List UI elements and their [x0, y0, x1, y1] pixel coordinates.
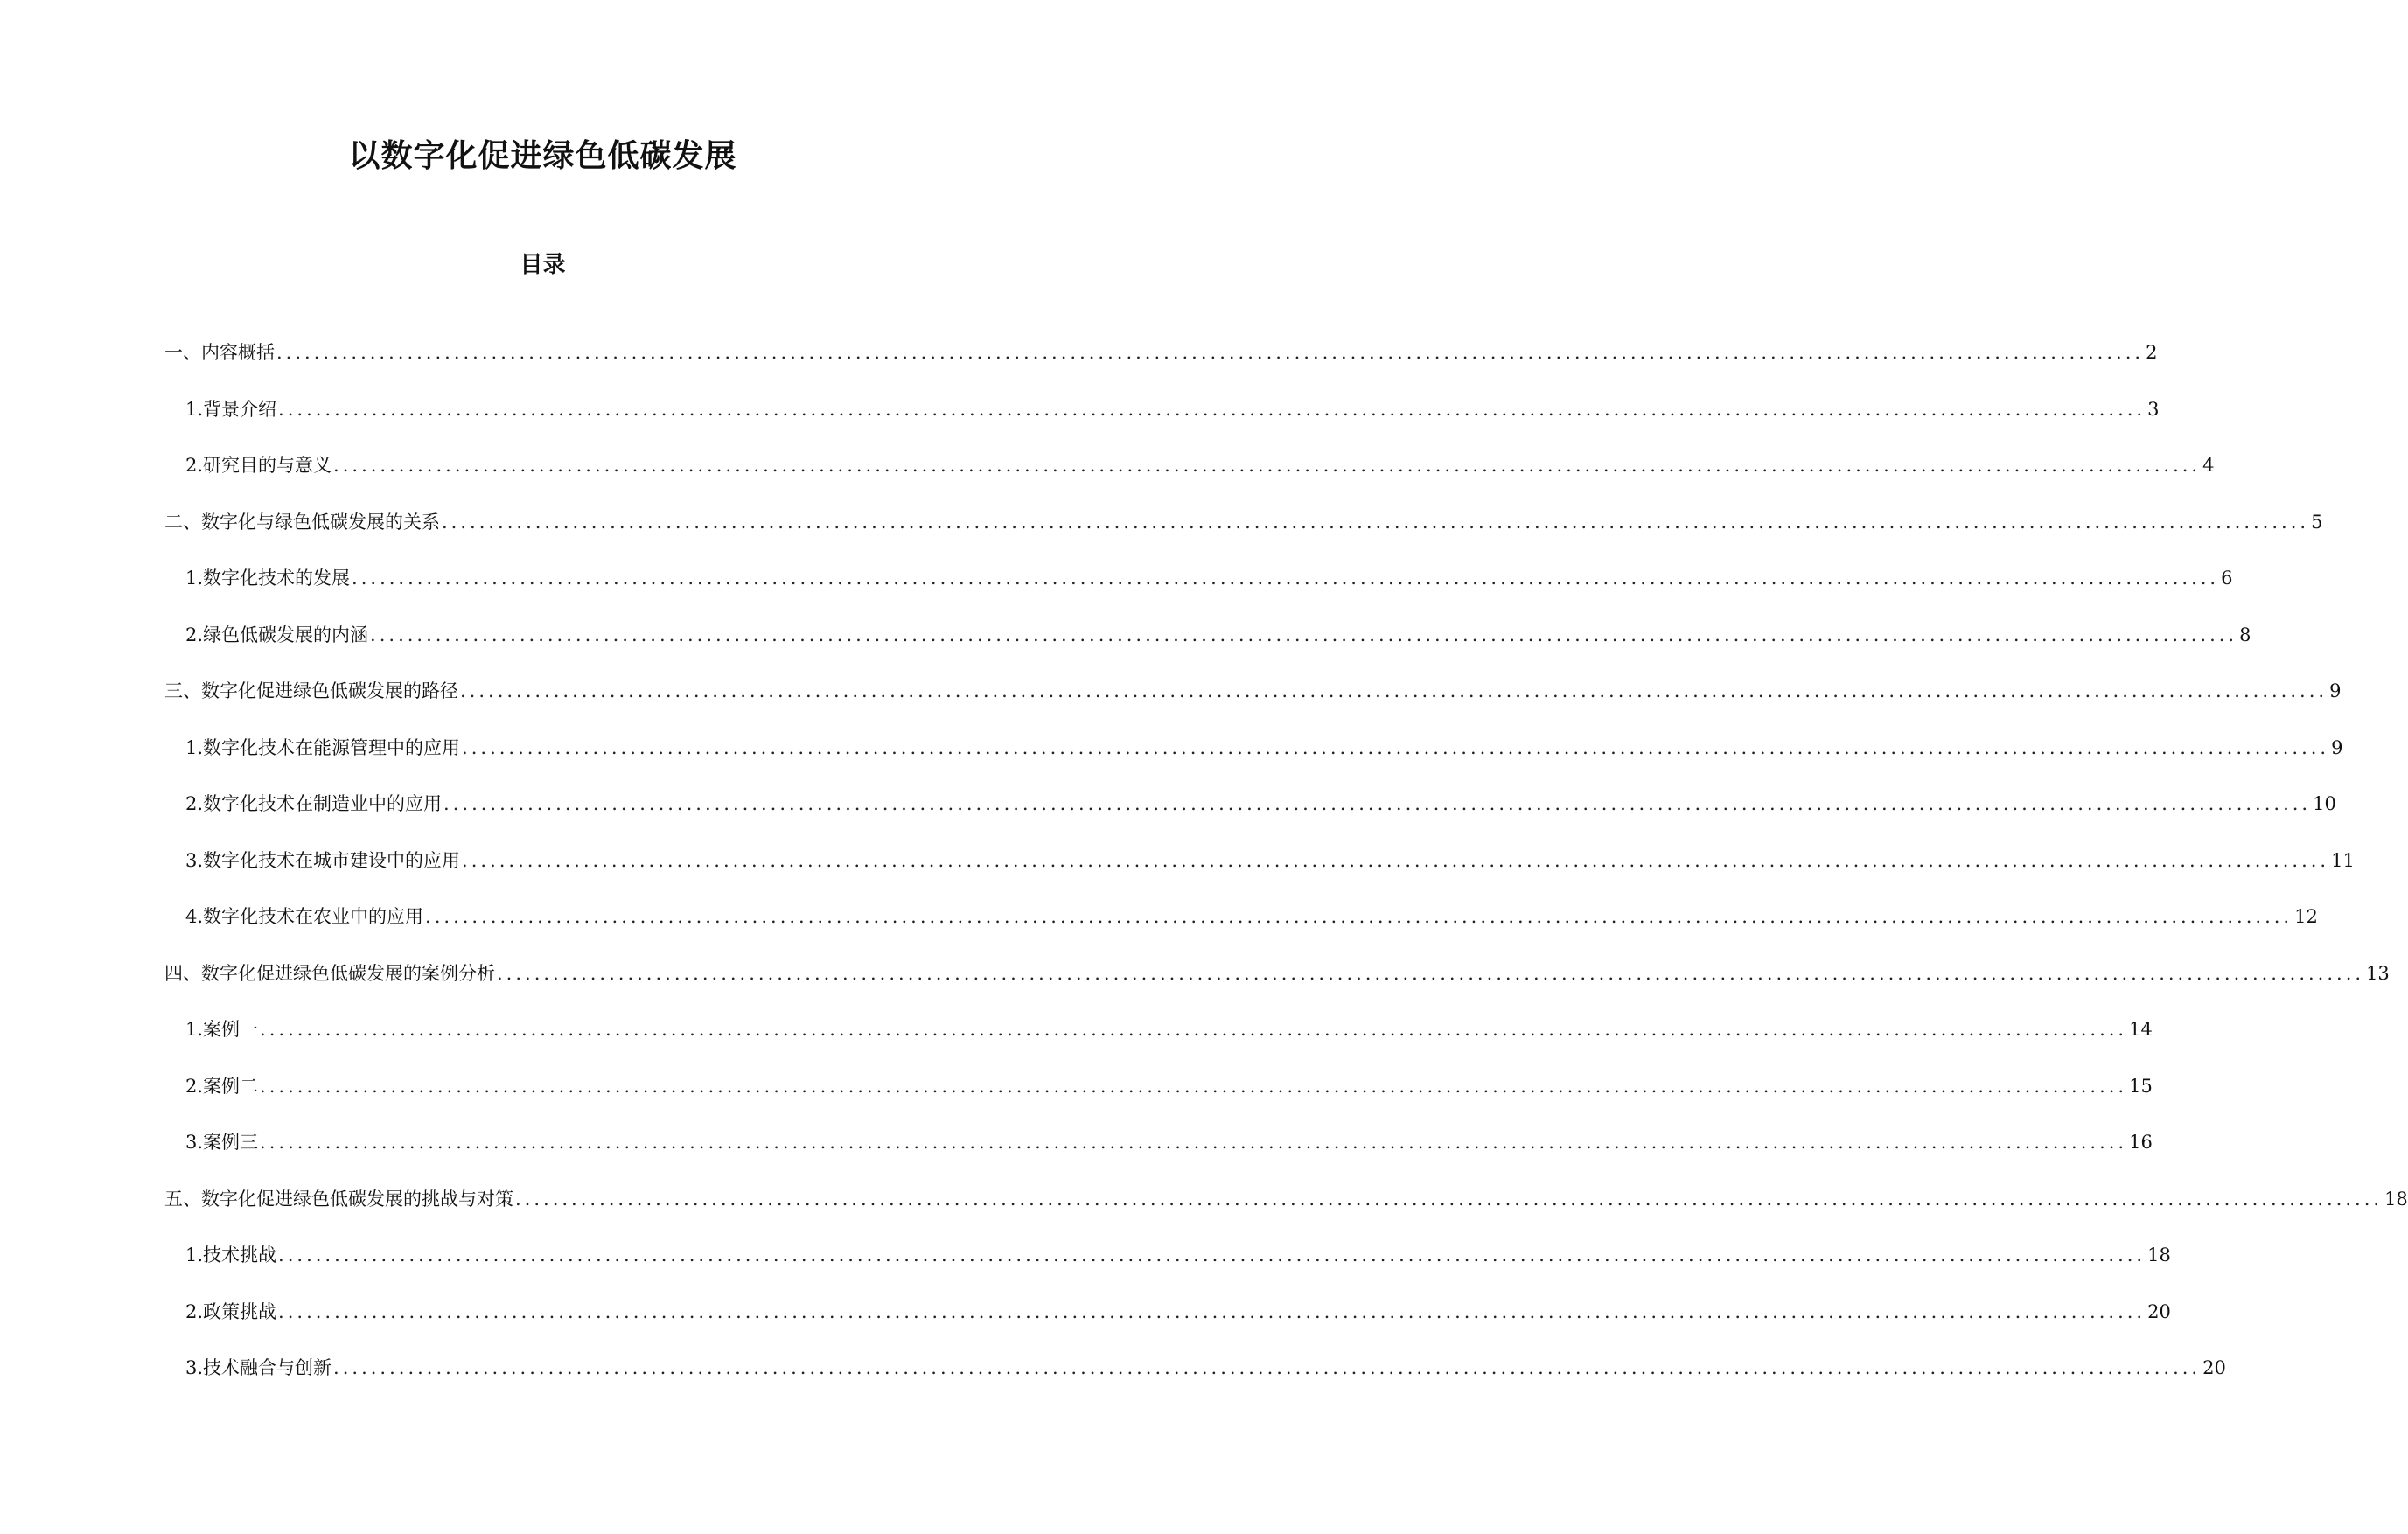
toc-entry-page-number: 6 — [2221, 568, 2233, 589]
toc-dot-leader: ........................................................................................................................................................................................................ — [333, 1357, 2202, 1378]
toc-entry-page-number: 8 — [2239, 624, 2251, 645]
toc-entry-page-number: 15 — [2129, 1075, 2153, 1097]
toc-dot-leader: ........................................................................................................................................................................................................ — [497, 962, 2365, 984]
toc-entry-page-number: 20 — [2202, 1357, 2226, 1378]
toc-entry[interactable] — [164, 960, 2390, 987]
toc-entry[interactable] — [185, 1129, 2153, 1155]
toc-entry-page-number: 13 — [2366, 962, 2390, 984]
toc-entry-label: 研究目的与意义 — [203, 455, 332, 476]
toc-heading: 目录 — [520, 252, 566, 278]
toc-entry-label: 数字化技术在制造业中的应用 — [203, 793, 443, 814]
toc-entry-number: 2. — [185, 455, 204, 476]
toc-entry-number: 2. — [185, 793, 204, 814]
toc-entry-label: 五、数字化促进绿色低碳发展的挑战与对策 — [164, 1188, 513, 1210]
toc-entry[interactable] — [164, 678, 2342, 704]
toc-dot-leader: ........................................................................................................................................................................................................ — [370, 624, 2238, 645]
toc-dot-leader: ........................................................................................................................................................................................................ — [442, 511, 2310, 533]
toc-entry[interactable] — [185, 735, 2343, 761]
toc-entry[interactable] — [185, 565, 2233, 591]
toc-dot-leader: ........................................................................................................................................................................................................ — [443, 793, 2312, 814]
toc-entry-label: 绿色低碳发展的内涵 — [203, 624, 369, 645]
toc-entry-page-number: 20 — [2147, 1300, 2171, 1322]
toc-entry[interactable] — [185, 622, 2251, 648]
toc-entry[interactable] — [164, 339, 2158, 366]
toc-entry-number: 3. — [185, 1357, 204, 1378]
toc-dot-leader: ........................................................................................................................................................................................................ — [462, 849, 2330, 871]
toc-entry[interactable] — [164, 509, 2323, 535]
toc-entry[interactable] — [185, 1299, 2171, 1325]
toc-entry[interactable] — [185, 903, 2318, 930]
toc-dot-leader: ........................................................................................................................................................................................................ — [278, 398, 2146, 420]
toc-entry-label: 数字化技术在能源管理中的应用 — [203, 736, 461, 758]
toc-entry-page-number: 9 — [2329, 680, 2342, 701]
toc-entry[interactable] — [185, 791, 2336, 817]
toc-entry-page-number: 4 — [2202, 455, 2215, 476]
toc-entry-page-number: 11 — [2331, 849, 2355, 871]
toc-entry-number: 4. — [185, 906, 204, 927]
toc-dot-leader: ........................................................................................................................................................................................................ — [260, 1019, 2128, 1040]
toc-entry-label: 技术融合与创新 — [203, 1357, 332, 1378]
toc-entry-label: 案例一 — [203, 1019, 259, 1040]
toc-entry-page-number: 9 — [2331, 736, 2343, 758]
toc-entry-number: 1. — [185, 398, 204, 420]
toc-entry-page-number: 5 — [2311, 511, 2323, 533]
toc-entry[interactable] — [164, 1186, 2408, 1212]
toc-entry-label: 数字化技术在城市建设中的应用 — [203, 849, 461, 871]
toc-entry-number: 1. — [185, 568, 204, 589]
toc-dot-leader: ........................................................................................................................................................................................................ — [352, 568, 2220, 589]
toc-dot-leader: ........................................................................................................................................................................................................ — [515, 1188, 2384, 1210]
toc-dot-leader: ........................................................................................................................................................................................................ — [460, 680, 2328, 701]
toc-entry-label: 四、数字化促进绿色低碳发展的案例分析 — [164, 962, 495, 984]
toc-dot-leader: ........................................................................................................................................................................................................ — [333, 455, 2202, 476]
toc-entry-number: 2. — [185, 624, 204, 645]
toc-entry-page-number: 18 — [2147, 1245, 2171, 1266]
toc-entry[interactable] — [185, 396, 2160, 422]
toc-entry-number: 1. — [185, 736, 204, 758]
toc-entry-label: 政策挑战 — [203, 1300, 277, 1322]
toc-entry-label: 数字化技术的发展 — [203, 568, 351, 589]
toc-entry-number: 3. — [185, 1132, 204, 1153]
toc-dot-leader: ........................................................................................................................................................................................................ — [276, 342, 2145, 363]
toc-entry-page-number: 14 — [2129, 1019, 2153, 1040]
toc-entry-label: 案例三 — [203, 1132, 259, 1153]
toc-dot-leader: ........................................................................................................................................................................................................ — [260, 1075, 2128, 1097]
toc-entry[interactable] — [185, 1073, 2153, 1099]
toc-entry[interactable] — [185, 1242, 2171, 1268]
toc-entry-number: 2. — [185, 1300, 204, 1322]
toc-dot-leader: ........................................................................................................................................................................................................ — [260, 1132, 2128, 1153]
toc-entry-label: 背景介绍 — [203, 398, 277, 420]
toc-entry-label: 案例二 — [203, 1075, 259, 1097]
toc-entry-number: 1. — [185, 1245, 204, 1266]
toc-entry-label: 三、数字化促进绿色低碳发展的路径 — [164, 680, 458, 701]
toc-entry-page-number: 18 — [2384, 1188, 2408, 1210]
toc-entry-page-number: 2 — [2146, 342, 2158, 363]
toc-entry-page-number: 10 — [2313, 793, 2336, 814]
toc-entry-label: 技术挑战 — [203, 1245, 277, 1266]
toc-entry-page-number: 3 — [2147, 398, 2160, 420]
toc-entry-page-number: 12 — [2294, 906, 2318, 927]
toc-entry-number: 3. — [185, 849, 204, 871]
toc-dot-leader: ........................................................................................................................................................................................................ — [462, 736, 2330, 758]
toc-entry-number: 1. — [185, 1019, 204, 1040]
toc-entry[interactable] — [185, 452, 2215, 478]
toc-entry-label: 数字化技术在农业中的应用 — [203, 906, 424, 927]
toc-entry-number: 2. — [185, 1075, 204, 1097]
toc-entry-page-number: 16 — [2129, 1132, 2153, 1153]
toc-entry-label: 二、数字化与绿色低碳发展的关系 — [164, 511, 440, 533]
toc-entry[interactable] — [185, 1016, 2153, 1042]
toc-entry-label: 一、内容概括 — [164, 342, 275, 363]
toc-dot-leader: ........................................................................................................................................................................................................ — [278, 1300, 2146, 1322]
toc-entry[interactable] — [185, 1355, 2226, 1381]
toc-dot-leader: ........................................................................................................................................................................................................ — [425, 906, 2293, 927]
toc-entry[interactable] — [185, 847, 2355, 874]
document-title: 以数字化促进绿色低碳发展 — [348, 138, 737, 174]
toc-dot-leader: ........................................................................................................................................................................................................ — [278, 1245, 2146, 1266]
